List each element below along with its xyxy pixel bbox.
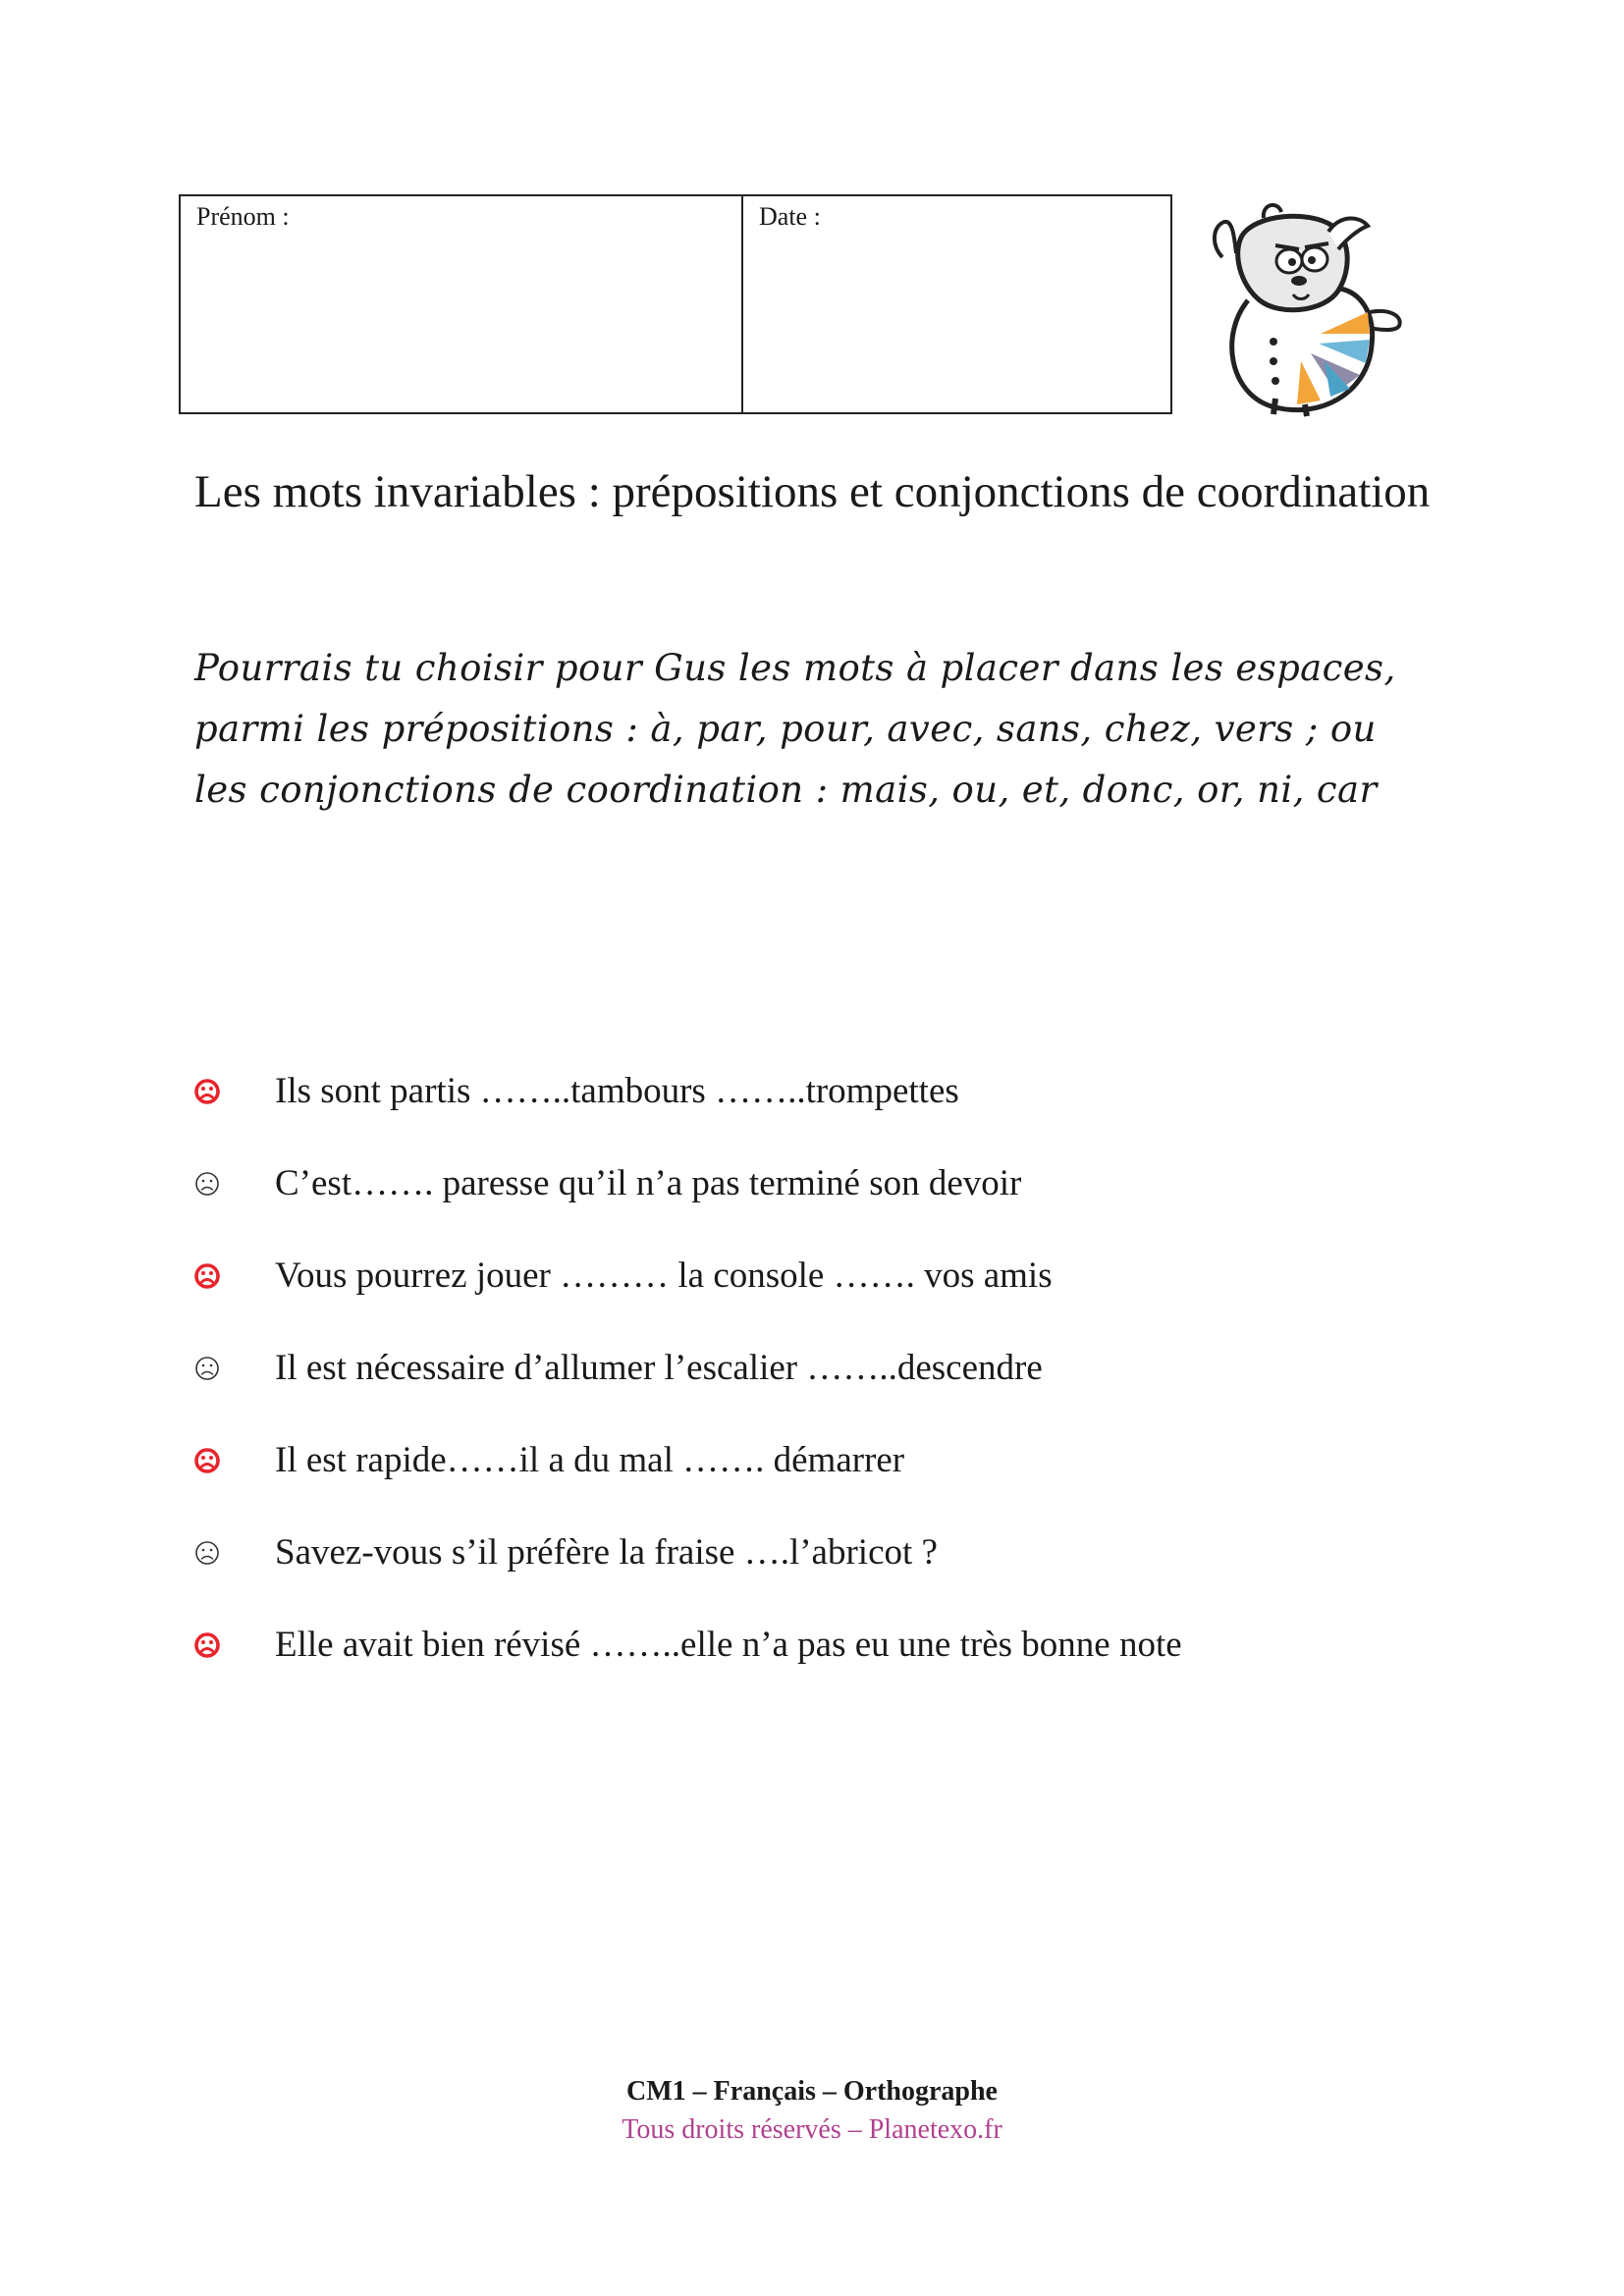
exercise-item — [194, 1431, 1471, 1490]
exercise-sentence: Vous pourrez jouer ……… la console ……. vos amis — [275, 1255, 1053, 1296]
sheep-mascot-icon — [1203, 196, 1411, 418]
exercise-item — [194, 1616, 1471, 1675]
frown-face-icon — [194, 1171, 220, 1197]
frown-face-icon — [194, 1079, 220, 1104]
date-cell[interactable] — [743, 196, 1170, 412]
date-label: Date : — [759, 202, 821, 231]
exercise-sentence: Ils sont partis ……..tambours ……..trompettes — [275, 1071, 959, 1111]
footer-course: CM1 – Français – Orthographe — [626, 2076, 998, 2107]
name-cell[interactable] — [181, 196, 743, 412]
exercise-item — [194, 1154, 1471, 1213]
exercise-sentence: C’est……. paresse qu’il n’a pas terminé son devoir — [275, 1163, 1022, 1203]
exercise-item — [194, 1523, 1471, 1582]
exercise-item — [194, 1062, 1471, 1121]
name-label: Prénom : — [196, 202, 290, 231]
footer-rights: Tous droits réservés – Planetexo.fr — [622, 2114, 1002, 2145]
exercise-item — [194, 1339, 1471, 1398]
exercise-sentence: Elle avait bien révisé ……..elle n’a pas eu une très bonne note — [275, 1625, 1182, 1665]
frown-face-icon — [194, 1356, 220, 1381]
page-title: Les mots invariables : prépositions et conjonctions de coordination — [194, 466, 1431, 517]
frown-face-icon — [194, 1263, 220, 1289]
exercise-sentence: Il est rapide……il a du mal ……. démarrer — [275, 1440, 905, 1480]
exercise-item — [194, 1247, 1471, 1306]
instruction-text: Pourrais tu choisir pour Gus les mots à placer dans les espaces, parmi les prépositions : à, par, pour, avec, sans, chez, vers ; ou les conjonctions de coordination : mais, ou, et, donc, or, ni, car — [194, 647, 1396, 811]
exercise-sentence: Il est nécessaire d’allumer l’escalier ……..descendre — [275, 1348, 1043, 1388]
exercise-sentence: Savez-vous s’il préfère la fraise ….l’abricot ? — [275, 1532, 938, 1573]
frown-face-icon — [194, 1632, 220, 1658]
frown-face-icon — [194, 1540, 220, 1566]
frown-face-icon — [194, 1448, 220, 1473]
student-info-table — [179, 194, 1172, 414]
